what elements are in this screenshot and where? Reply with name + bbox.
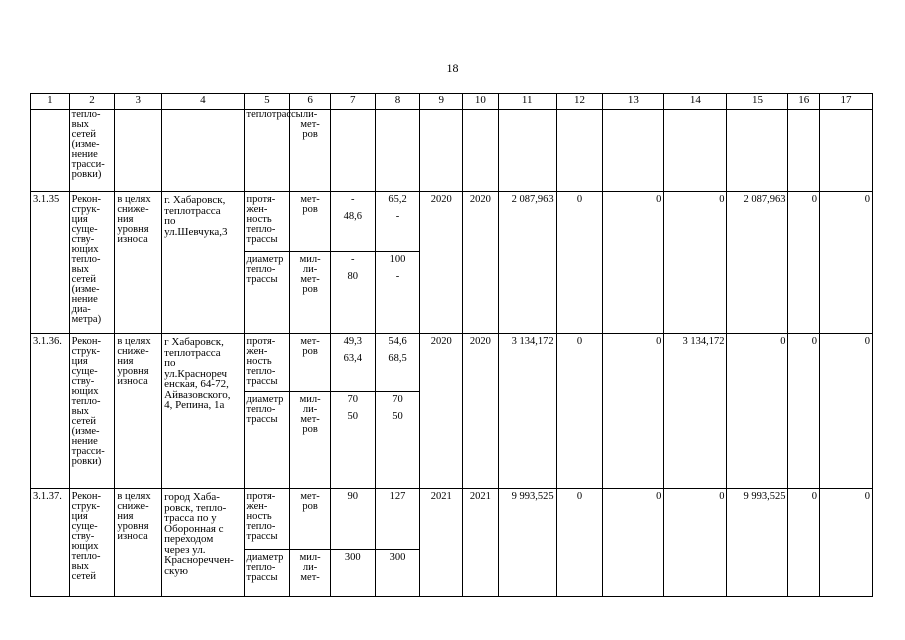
value-cell: 90: [330, 489, 375, 550]
cost-value: 2 087,963: [727, 192, 788, 334]
indicator-cell: теплотрассы: [244, 110, 290, 192]
header-cell: 8: [375, 94, 420, 110]
cost-value: 0: [556, 334, 603, 489]
value-cell: 70 50: [375, 392, 420, 489]
cost-value: 0: [556, 192, 603, 334]
total-cost: 9 993,525: [498, 489, 556, 597]
unit-cell: мил- ли- мет- ров: [290, 392, 331, 489]
unit-cell: ли- мет- ров: [290, 110, 331, 192]
indicator-cell: диаметр тепло- трассы: [244, 252, 290, 334]
purpose-cell: в целях сниже- ния уровня износа: [115, 334, 162, 489]
end-year: 2020: [463, 334, 499, 489]
header-cell: 7: [330, 94, 375, 110]
end-year: 2020: [463, 192, 499, 334]
purpose-cell: в целях сниже- ния уровня износа: [115, 489, 162, 597]
cost-value: 0: [788, 489, 820, 597]
project-name-cell: Рекон- струк- ция суще- ству- ющих тепло- вых сетей (изме- нение диа- метра): [69, 192, 115, 334]
value-cell: 100 -: [375, 252, 420, 334]
value-cell: 70 50: [330, 392, 375, 489]
header-cell: 12: [556, 94, 603, 110]
address-cell: г. Хабаровск, теплотрасса по ул.Шевчука,3: [162, 192, 244, 334]
header-cell: 2: [69, 94, 115, 110]
value-cell: 300: [375, 550, 420, 597]
header-cell: 6: [290, 94, 331, 110]
value-cell: - 80: [330, 252, 375, 334]
project-name-cell: Рекон- струк- ция суще- ству- ющих тепло- вых сетей (изме- нение трасси- ровки): [69, 334, 115, 489]
header-cell: 1: [31, 94, 70, 110]
continuation-row: [31, 110, 873, 192]
item-number: 3.1.36.: [31, 334, 70, 489]
header-cell: 17: [819, 94, 872, 110]
indicator-cell: диаметр тепло- трассы: [244, 550, 290, 597]
cost-value: 0: [788, 334, 820, 489]
start-year: 2020: [420, 334, 463, 489]
unit-cell: мет- ров: [290, 489, 331, 550]
header-cell: 10: [463, 94, 499, 110]
indicator-cell: протя- жен- ность тепло- трассы: [244, 489, 290, 550]
cost-value: 0: [819, 192, 872, 334]
header-row: [31, 94, 873, 110]
unit-cell: мет- ров: [290, 192, 331, 252]
cost-value: 0: [603, 192, 664, 334]
header-cell: 11: [498, 94, 556, 110]
value-cell: 300: [330, 550, 375, 597]
cost-value: 0: [603, 489, 664, 597]
cost-value: 0: [664, 192, 727, 334]
table-row: [31, 334, 873, 392]
start-year: 2020: [420, 192, 463, 334]
indicator-cell: протя- жен- ность тепло- трассы: [244, 334, 290, 392]
cost-value: 0: [819, 489, 872, 597]
cost-value: 0: [788, 192, 820, 334]
header-cell: 13: [603, 94, 664, 110]
project-name-cell: Рекон- струк- ция суще- ству- ющих тепло- вых сетей: [69, 489, 115, 597]
cost-value: 0: [727, 334, 788, 489]
unit-cell: мет- ров: [290, 334, 331, 392]
item-number: 3.1.35: [31, 192, 70, 334]
table-row: [31, 192, 873, 252]
cost-value: 3 134,172: [664, 334, 727, 489]
page-number: 18: [446, 61, 459, 75]
cost-value: 0: [603, 334, 664, 489]
purpose-cell: в целях сниже- ния уровня износа: [115, 192, 162, 334]
header-cell: 14: [664, 94, 727, 110]
address-cell: город Хаба- ровск, тепло- трасса по у Оборонная с переходом через ул. Краснореччен- скую: [162, 489, 244, 597]
header-cell: 15: [727, 94, 788, 110]
header-cell: 9: [420, 94, 463, 110]
unit-cell: мил- ли- мет- ров: [290, 252, 331, 334]
investment-program-table: [30, 93, 873, 597]
end-year: 2021: [463, 489, 499, 597]
start-year: 2021: [420, 489, 463, 597]
indicator-cell: протя- жен- ность тепло- трассы: [244, 192, 290, 252]
cost-value: 0: [819, 334, 872, 489]
value-cell: - 48,6: [330, 192, 375, 252]
header-cell: 16: [788, 94, 820, 110]
total-cost: 3 134,172: [498, 334, 556, 489]
value-cell: 54,6 68,5: [375, 334, 420, 392]
indicator-cell: диаметр тепло- трассы: [244, 392, 290, 489]
value-cell: 49,3 63,4: [330, 334, 375, 392]
header-cell: 4: [162, 94, 244, 110]
project-name-cell: тепло- вых сетей (изме- нение трасси- ровки): [69, 110, 115, 192]
address-cell: г Хабаровск, теплотрасса по ул.Краснореч енская, 64-72, Айвазовского, 4, Репина, 1а: [162, 334, 244, 489]
total-cost: 2 087,963: [498, 192, 556, 334]
cost-value: 0: [556, 489, 603, 597]
value-cell: 65,2 -: [375, 192, 420, 252]
unit-cell: мил- ли- мет-: [290, 550, 331, 597]
cost-value: 9 993,525: [727, 489, 788, 597]
header-cell: 5: [244, 94, 290, 110]
table-row: [31, 489, 873, 550]
value-cell: 127: [375, 489, 420, 550]
header-cell: 3: [115, 94, 162, 110]
cost-value: 0: [664, 489, 727, 597]
item-number: 3.1.37.: [31, 489, 70, 597]
